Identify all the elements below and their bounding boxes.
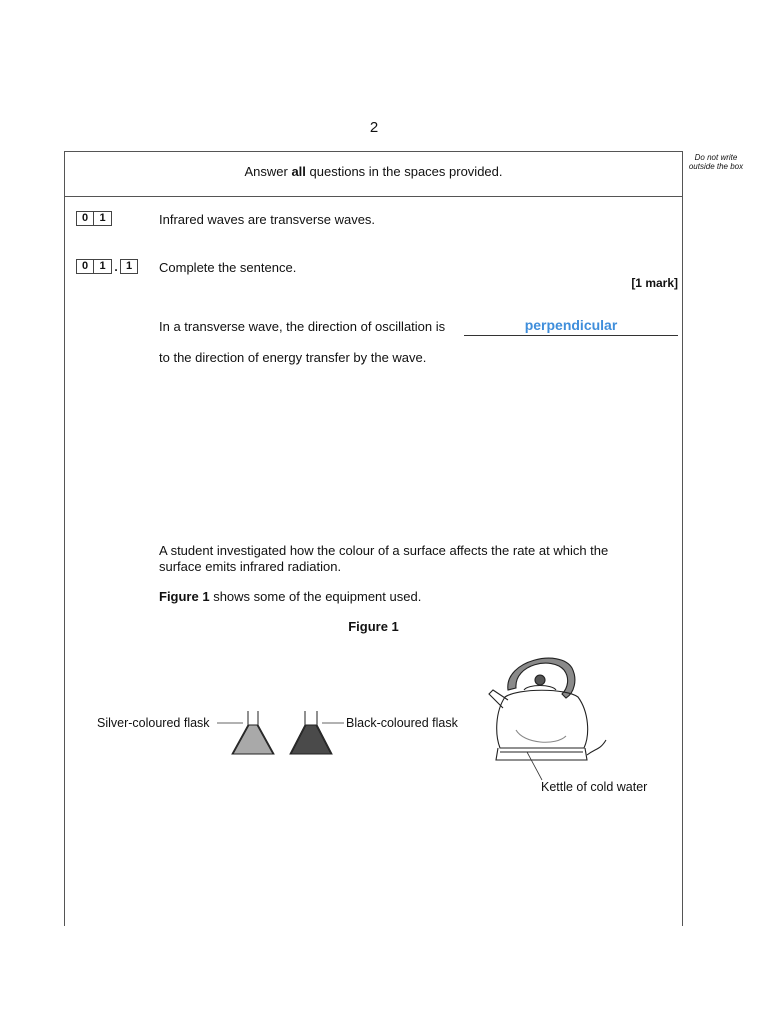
qnum-separator: . (114, 260, 118, 274)
black-flask (290, 711, 332, 754)
instruction-bold: all (291, 164, 306, 179)
kettle-leader (527, 752, 542, 780)
silver-flask-label: Silver-coloured flask (97, 716, 210, 730)
silver-flask (232, 711, 274, 754)
figure-title: Figure 1 (348, 619, 399, 634)
figure-reference-rest: shows some of the equipment used. (209, 589, 422, 604)
qnum-digit: 1 (94, 211, 112, 226)
margin-note: Do not write outside the box (688, 153, 744, 171)
qnum-digit: 1 (94, 259, 112, 274)
qnum-digit: 0 (76, 259, 94, 274)
question-01-1-text: Complete the sentence. (159, 260, 297, 275)
sentence-part-2: to the direction of energy transfer by the wave. (159, 350, 427, 365)
kettle-label: Kettle of cold water (541, 780, 648, 794)
marks-label: [1 mark] (631, 276, 678, 290)
question-01-text: Infrared waves are transverse waves. (159, 212, 376, 227)
qnum-digit: 0 (76, 211, 94, 226)
instruction-after: questions in the spaces provided. (305, 164, 503, 179)
page-number: 2 (369, 119, 379, 136)
figure-reference-bold: Figure 1 (159, 589, 210, 604)
investigation-paragraph: A student investigated how the colour of a surface affects the rate at which the surface emits infrared radiation. (159, 543, 609, 574)
black-flask-label: Black-coloured flask (346, 716, 458, 730)
kettle-icon (489, 658, 606, 760)
qnum-digit: 1 (120, 259, 138, 274)
answer-text[interactable]: perpendicular (524, 317, 618, 333)
instruction-before: Answer (244, 164, 292, 179)
sentence-part-1: In a transverse wave, the direction of oscillation is (159, 319, 446, 334)
